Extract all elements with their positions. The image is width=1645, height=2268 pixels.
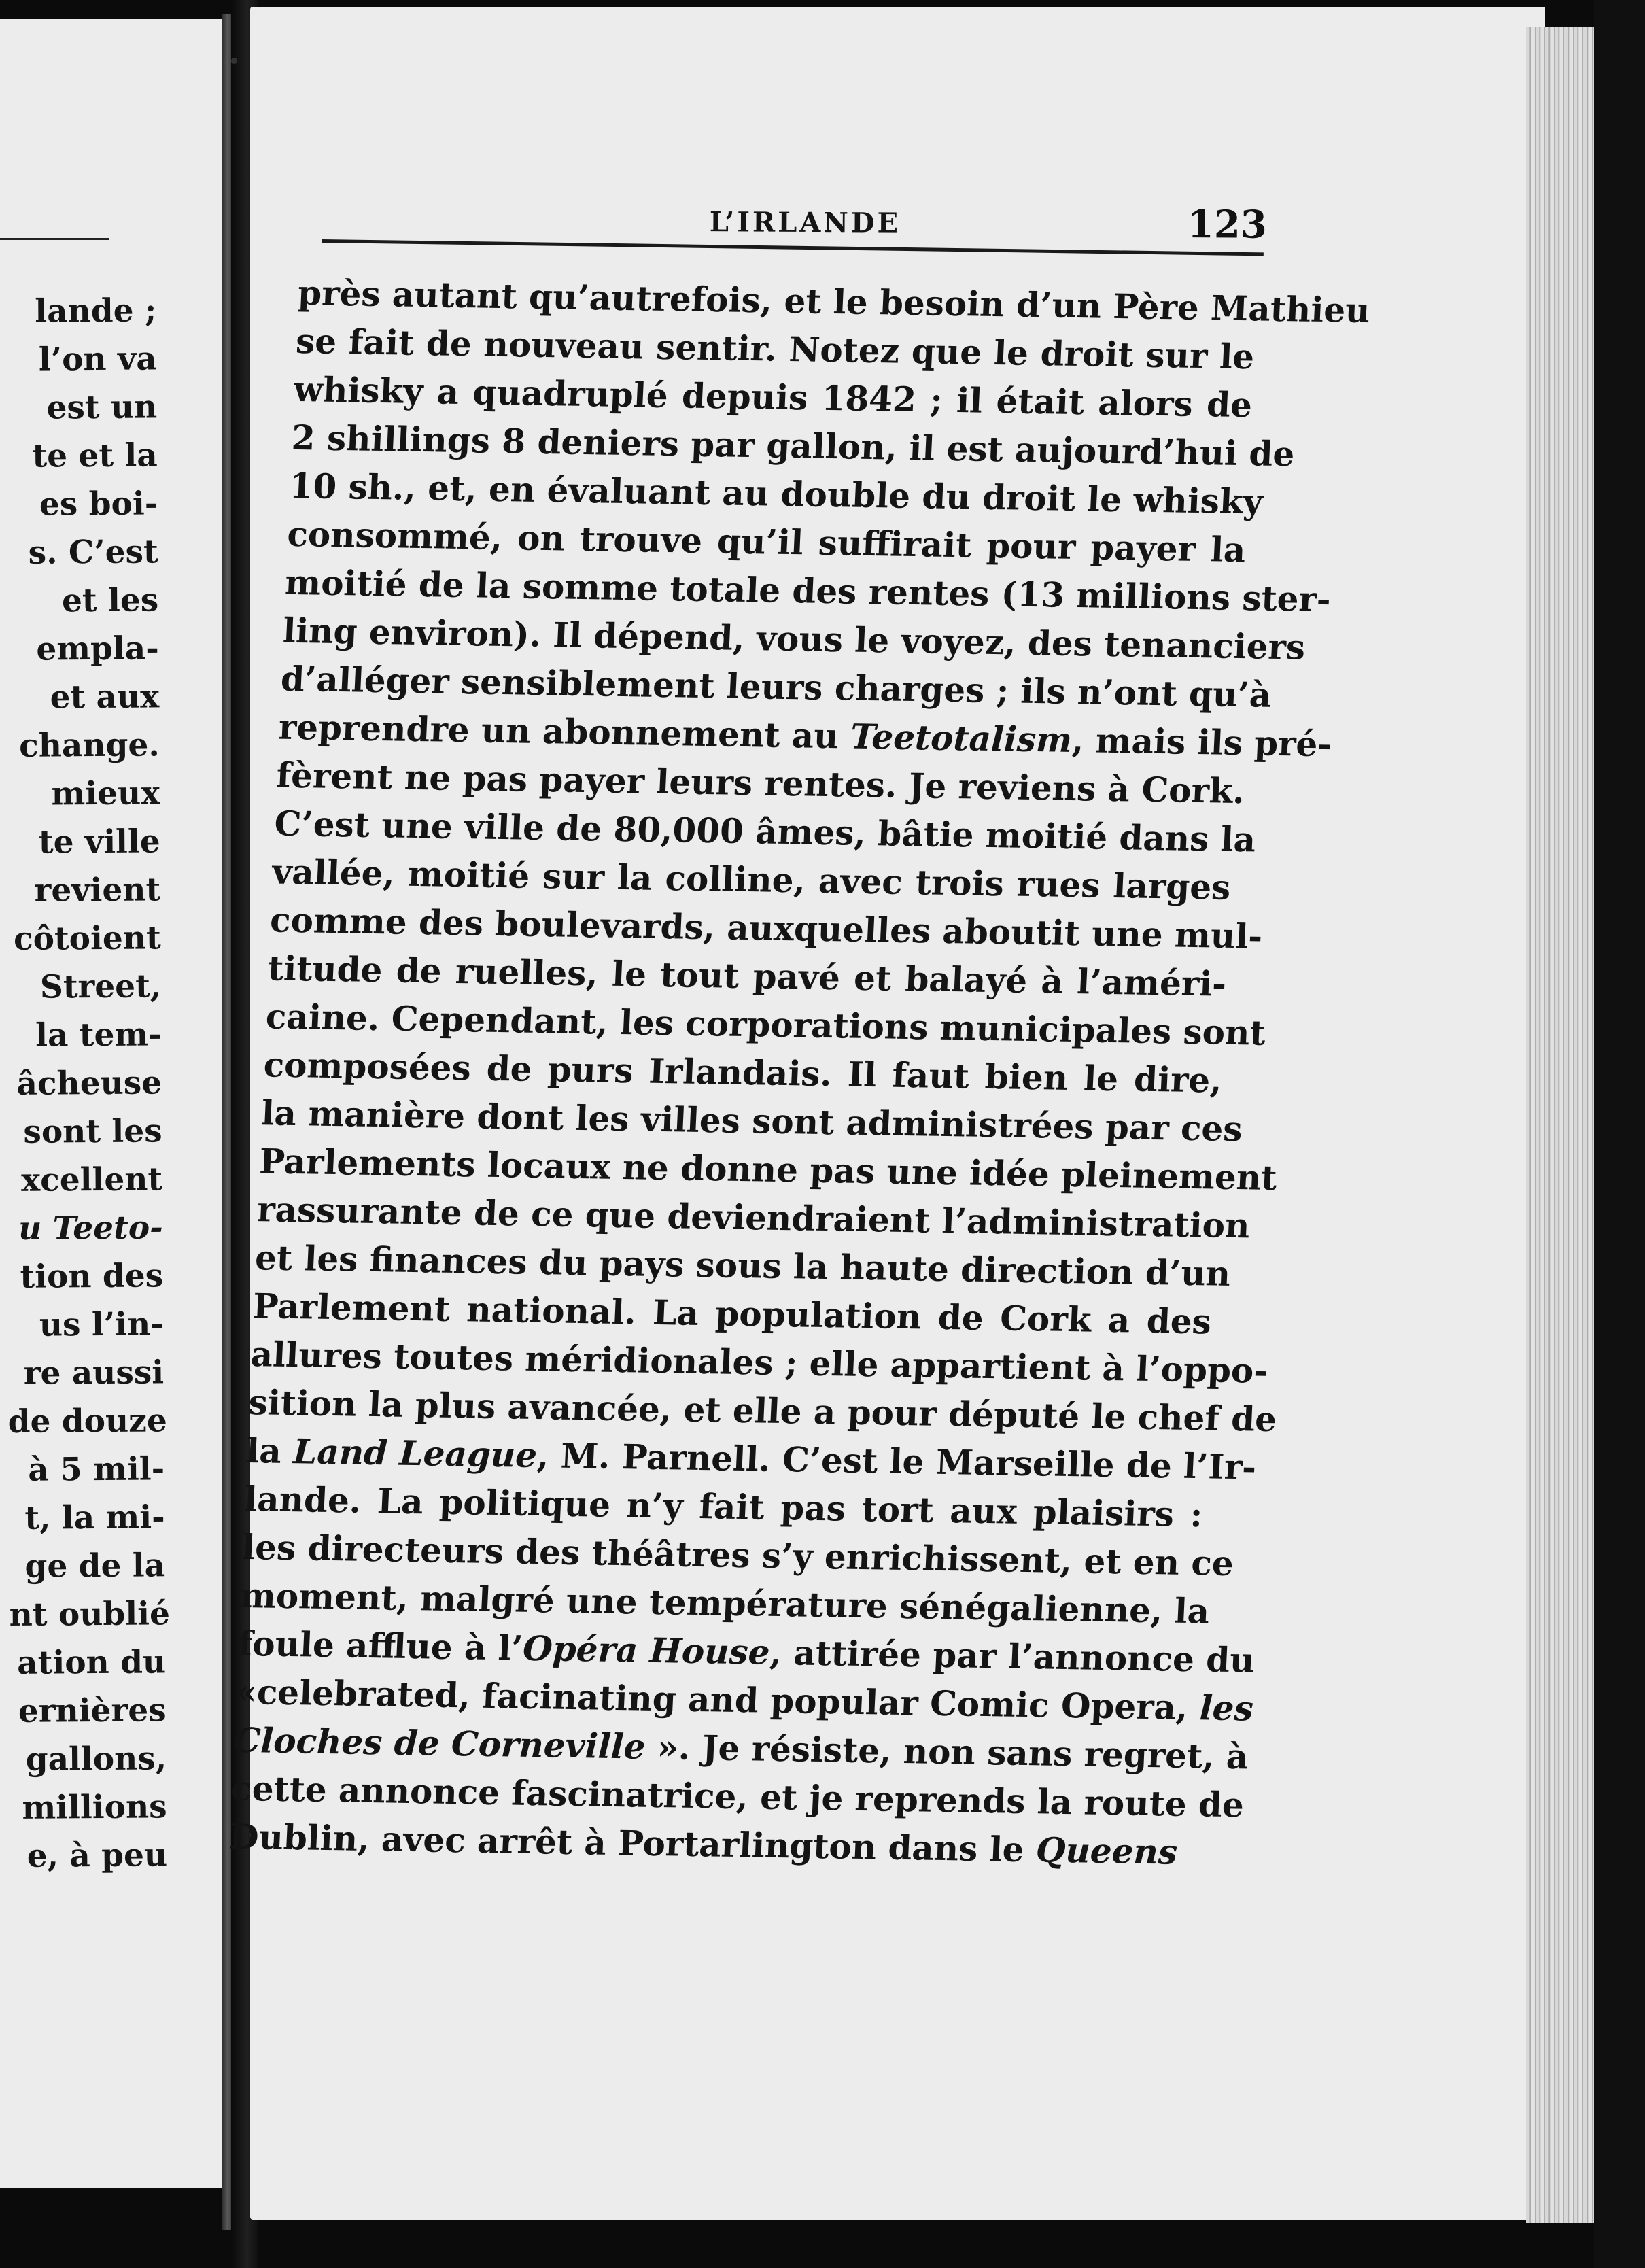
previous-page-line: côtoient — [13, 919, 161, 958]
previous-page-line: t, la mi- — [24, 1498, 165, 1537]
text-run: , mais ils pré- — [1071, 719, 1333, 765]
previous-page-line: mieux — [51, 774, 160, 813]
previous-page-line: u Teeto- — [18, 1209, 163, 1248]
previous-page-line: te et la — [32, 436, 158, 475]
previous-page-line: sont les — [23, 1112, 162, 1151]
text-run: moitié de la somme totale des rentes (13 millions ster- — [284, 562, 1332, 620]
previous-page-header-rule — [0, 238, 109, 240]
text-run: 2 shillings 8 deniers par gallon, il est aujourd’hui de — [290, 417, 1296, 475]
text-run: et les finances du pays sous la haute direction d’un — [254, 1237, 1232, 1294]
text-run: la manière dont les villes sont administrées par ces — [260, 1093, 1243, 1150]
previous-page-line: us l’in- — [39, 1305, 164, 1344]
previous-page-fragment — [0, 19, 228, 2188]
text-run: cette annonce fascinatrice, et je reprends la route de — [230, 1768, 1245, 1825]
italic-text: les — [1198, 1687, 1255, 1729]
previous-page-line: nt oublié — [9, 1595, 171, 1634]
running-title: L’IRLANDE — [709, 206, 901, 239]
text-run: sition la plus avancée, et elle a pour député le chef de — [247, 1382, 1278, 1440]
italic-text: Opéra House — [522, 1628, 771, 1672]
text-run: Parlement national. La population de Cork a des — [252, 1286, 1213, 1342]
previous-page-line: l’on va — [38, 340, 157, 379]
previous-page-line: tion des — [20, 1257, 164, 1296]
text-run: allures toutes méridionales ; elle appartient à l’oppo- — [249, 1334, 1269, 1391]
text-run: près autant qu’autrefois, et le besoin d’un Père Mathieu — [297, 272, 1371, 331]
text-run: comme des boulevards, auxquelles aboutit une mul- — [269, 899, 1264, 957]
text-run: Parlements locaux ne donne pas une idée pleinement — [258, 1141, 1278, 1199]
previous-page-line: ernières — [18, 1691, 167, 1730]
previous-page-line: ation du — [16, 1643, 167, 1682]
previous-page-line: empla- — [36, 630, 159, 668]
italic-text: Queens — [1035, 1829, 1179, 1872]
text-run: titude de ruelles, le tout pavé et balayé à l’améri- — [266, 948, 1228, 1004]
previous-page-line: Street, — [39, 967, 162, 1006]
ink-spot — [231, 58, 237, 64]
text-run: , attirée par l’annonce du — [769, 1632, 1256, 1681]
previous-page-line: revient — [34, 871, 161, 910]
body-text — [228, 269, 1371, 1876]
previous-page-line: re aussi — [23, 1354, 164, 1392]
text-run: lande. La politique n’y fait pas tort aux plaisirs : — [243, 1478, 1204, 1535]
previous-page-line: est un — [46, 388, 158, 427]
text-run: consommé, on trouve qu’il suffirait pour payer la — [286, 513, 1247, 570]
text-run: «celebrated, facinating and popular Comic Opera, — [235, 1671, 1201, 1728]
previous-page-line: e, à peu — [27, 1836, 168, 1875]
previous-page-line: es boi- — [39, 485, 158, 523]
text-run: vallée, moitié sur la colline, avec trois rues larges — [271, 851, 1232, 908]
text-run: reprendre un abonnement au — [277, 706, 852, 757]
text-run: composées de purs Irlandais. Il faut bien le dire, — [262, 1044, 1223, 1101]
previous-page-line: ge de la — [24, 1547, 166, 1585]
previous-page-line: xcellent — [20, 1161, 163, 1199]
page-number: 123 — [1187, 202, 1267, 247]
previous-page-line: de douze — [7, 1402, 167, 1441]
book-cover-edge — [1594, 0, 1645, 2268]
text-run: moment, malgré une température sénégalienne, la — [239, 1575, 1211, 1632]
previous-page-text — [0, 286, 171, 1880]
text-run: caine. Cependant, les corporations municipales sont — [264, 996, 1266, 1053]
text-run: les directeurs des théâtres s’y enrichissent, et en ce — [241, 1526, 1235, 1584]
previous-page-line: s. C’est — [28, 533, 158, 572]
text-run: d’alléger sensiblement leurs charges ; ils n’ont qu’à — [279, 658, 1272, 715]
text-run: Dublin, avec arrêt à Portarlington dans le — [228, 1816, 1037, 1870]
previous-page-line: âcheuse — [16, 1064, 162, 1103]
italic-text: Cloches de Corneville — [232, 1719, 646, 1767]
text-run: whisky a quadruplé depuis 1842 ; il était alors de — [292, 368, 1253, 426]
text-run: C’est une ville de 80,000 âmes, bâtie moitié dans la — [273, 803, 1257, 860]
text-run: se fait de nouveau sentir. Notez que le droit sur le — [294, 320, 1256, 377]
text-run: , M. Parnell. C’est le Marseille de l’Ir- — [536, 1435, 1258, 1488]
text-run: rassurante de ce que deviendraient l’administration — [256, 1189, 1251, 1246]
previous-page-line: et aux — [50, 678, 160, 717]
text-run: fèrent ne pas payer leurs rentes. Je reviens à Cork. — [275, 755, 1246, 812]
previous-page-line: et les — [61, 581, 159, 620]
text-run: 10 sh., et, en évaluant au double du droit le whisky — [288, 465, 1264, 522]
previous-page-line: gallons, — [25, 1740, 167, 1779]
italic-text: Teetotalism — [849, 716, 1073, 760]
previous-page-line: lande ; — [35, 292, 157, 330]
text-run: ling environ). Il dépend, vous le voyez, des tenanciers — [281, 610, 1306, 668]
italic-text: Land League — [292, 1431, 538, 1476]
previous-page-line: la tem- — [35, 1016, 162, 1054]
previous-page-line: millions — [22, 1788, 167, 1827]
text-run: la — [245, 1430, 294, 1472]
text-run: foule afflue à l’ — [237, 1623, 524, 1668]
previous-page-line: à 5 mil- — [28, 1450, 165, 1489]
previous-page-line: te ville — [38, 823, 160, 861]
text-run: ». Je résiste, non sans regret, à — [644, 1726, 1249, 1777]
previous-page-line: change. — [18, 726, 160, 765]
